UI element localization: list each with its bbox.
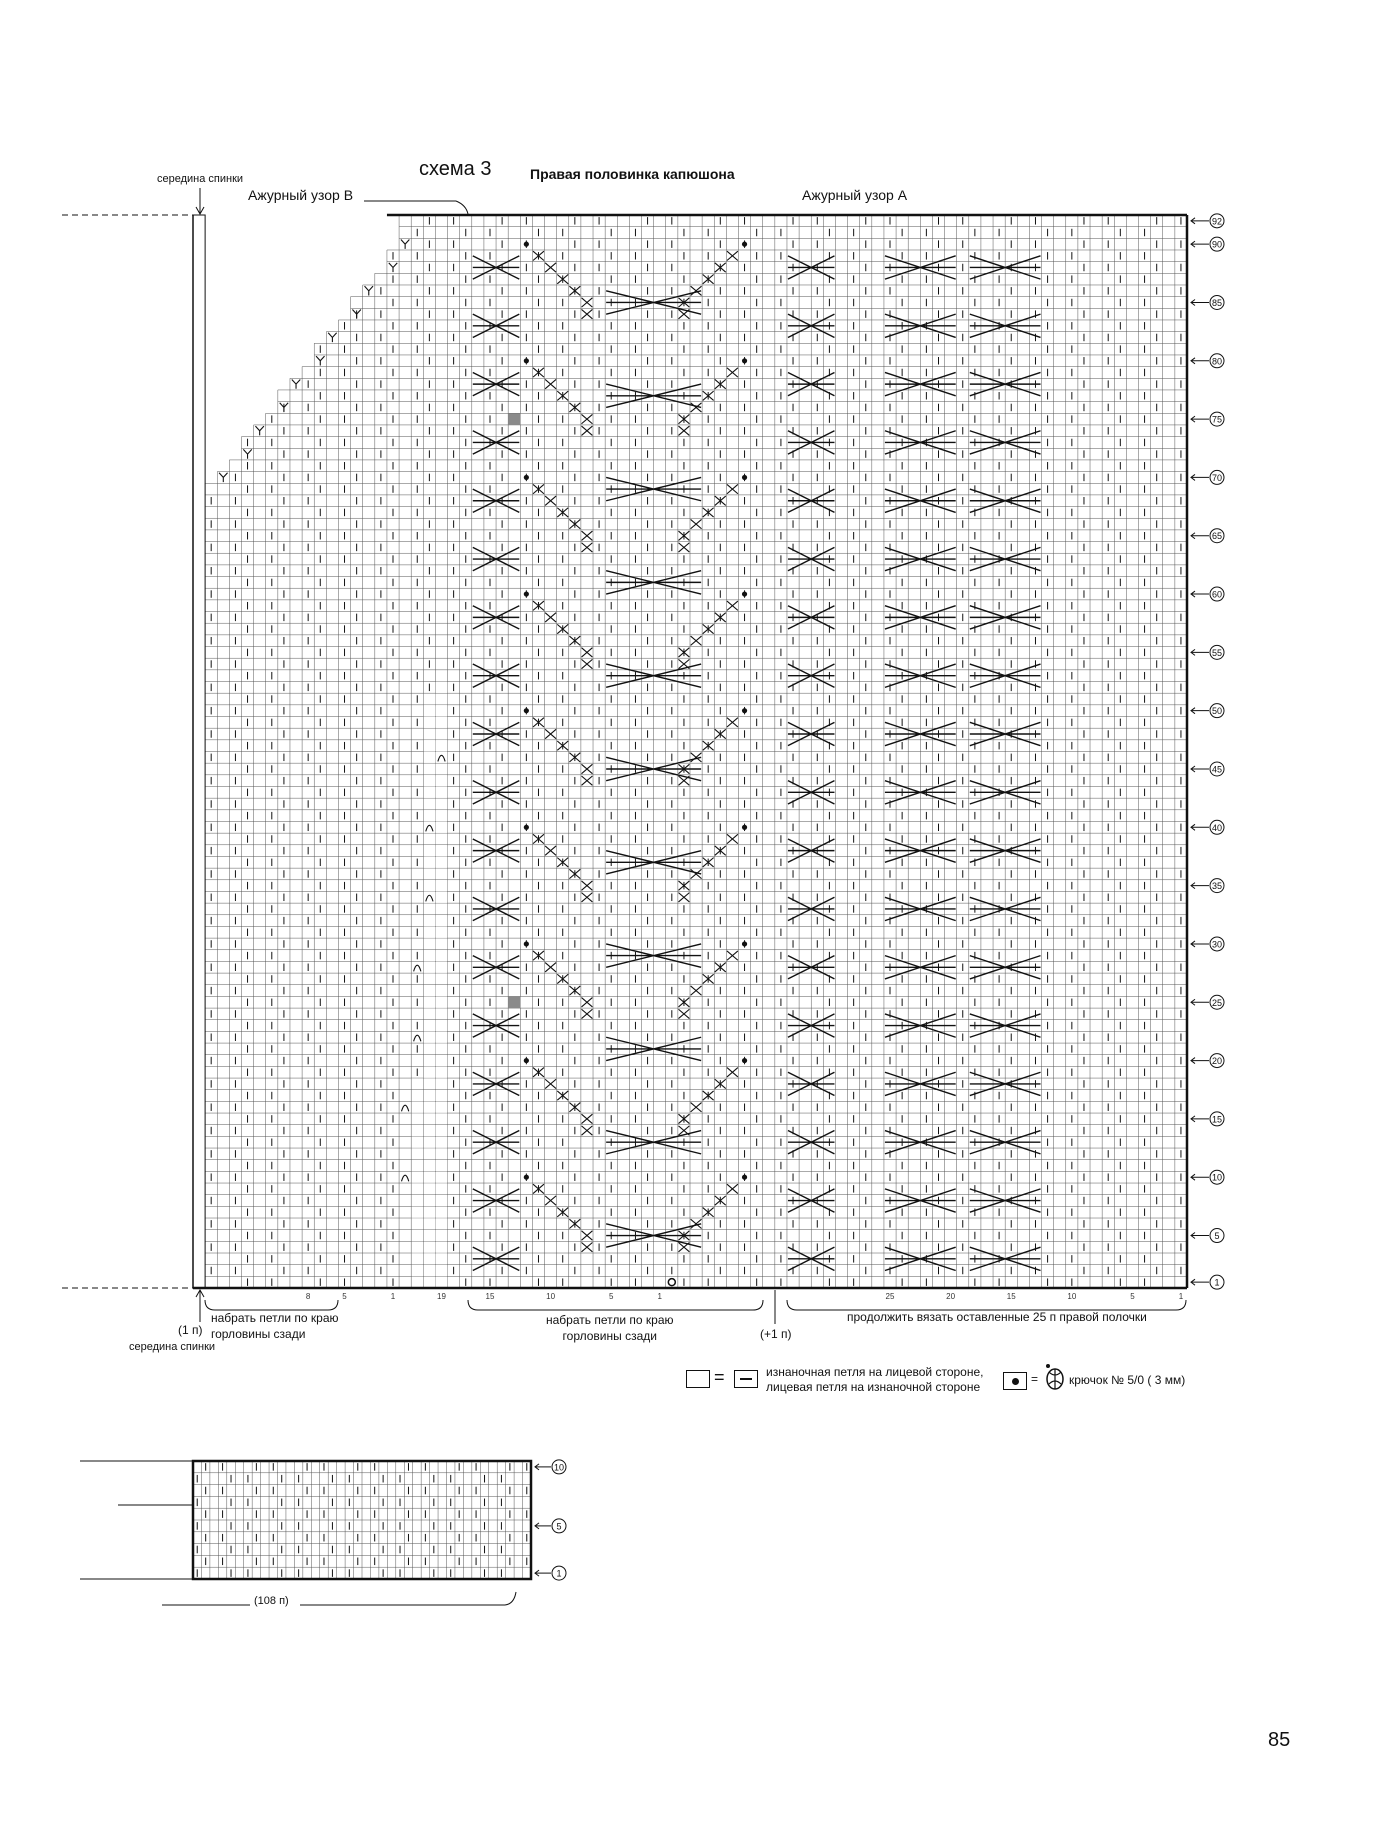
row-number-label: 65 [1211,531,1223,542]
row-number-label: 50 [1211,706,1223,717]
one-stitch-label: (1 п) [178,1323,203,1337]
stitch-number-middle: 15 [485,1292,495,1301]
row-number-label: 15 [1211,1114,1223,1125]
back-middle-top-label: середина спинки [157,173,244,185]
band-row-label: 10 [553,1462,565,1473]
pattern-b-label: Ажурный узор B [248,187,354,203]
stitch-number-right: 15 [1006,1292,1016,1301]
stitch-number-left: 8 [305,1292,311,1301]
back-middle-bottom-label: середина спинки [129,1341,216,1353]
row-number-label: 75 [1211,414,1223,425]
stitch-number-middle: 1 [657,1292,662,1301]
row-number-label: 25 [1211,997,1223,1008]
stitch-number-right: 10 [1067,1292,1077,1301]
pattern-a-label: Ажурный узор A [802,187,908,203]
row-number-label: 85 [1211,297,1223,308]
row-number-label: 5 [1214,1231,1220,1242]
stitch-number-right: 5 [1130,1292,1135,1301]
stitch-number-left: 5 [342,1292,347,1301]
row-number-label: 1 [1214,1277,1220,1288]
band-stitch-count: (108 п) [254,1595,289,1607]
scheme-label: схема 3 [419,158,492,180]
row-number-label: 80 [1211,356,1223,367]
band-count-curve [505,1592,516,1605]
band-row-label: 5 [556,1521,562,1532]
band-row-label: 1 [556,1568,562,1579]
row-number-label: 55 [1211,647,1223,658]
band-grid [80,1461,531,1579]
stitch-number-middle: 10 [546,1292,556,1301]
row-number-label: 20 [1211,1056,1223,1067]
plus-one-label: (+1 п) [760,1327,792,1341]
chart-title: Правая половинка капюшона [530,166,735,182]
continue-label: продолжить вязать оставленные 25 п правой полочки [847,1310,1147,1324]
pick-up-middle-label: набрать петли по краю горловины сзади [546,1313,674,1343]
row-number-label: 10 [1211,1172,1223,1183]
row-number-label: 60 [1211,589,1223,600]
stitch-number-right: 1 [1178,1292,1184,1301]
stitch-number-right: 25 [885,1292,895,1301]
page-number: 85 [1268,1729,1291,1751]
pick-up-left-label: набрать петли по краю горловины сзади [211,1311,339,1341]
row-number-label: 70 [1211,472,1223,483]
row-number-label: 90 [1211,239,1223,250]
stitch-number-left: 1 [390,1292,396,1301]
row-number-label: 45 [1211,764,1223,775]
row-number-label: 30 [1211,939,1223,950]
stitch-number-middle: 5 [608,1292,614,1301]
row-number-label: 40 [1211,822,1223,833]
stitch-number-right: 20 [946,1292,956,1301]
legend-equals-2: = [1031,1372,1039,1386]
stitch-number-middle: 19 [437,1292,446,1301]
row-number-label: 35 [1211,881,1223,892]
row-number-label: 92 [1211,216,1223,227]
legend-hook-text: крючок № 5/0 ( 3 мм) [1069,1373,1186,1387]
legend-purl-text: изнаночная петля на лицевой стороне, лицевая петля на изнаночной стороне [766,1365,984,1394]
legend-equals: = [714,1367,725,1387]
